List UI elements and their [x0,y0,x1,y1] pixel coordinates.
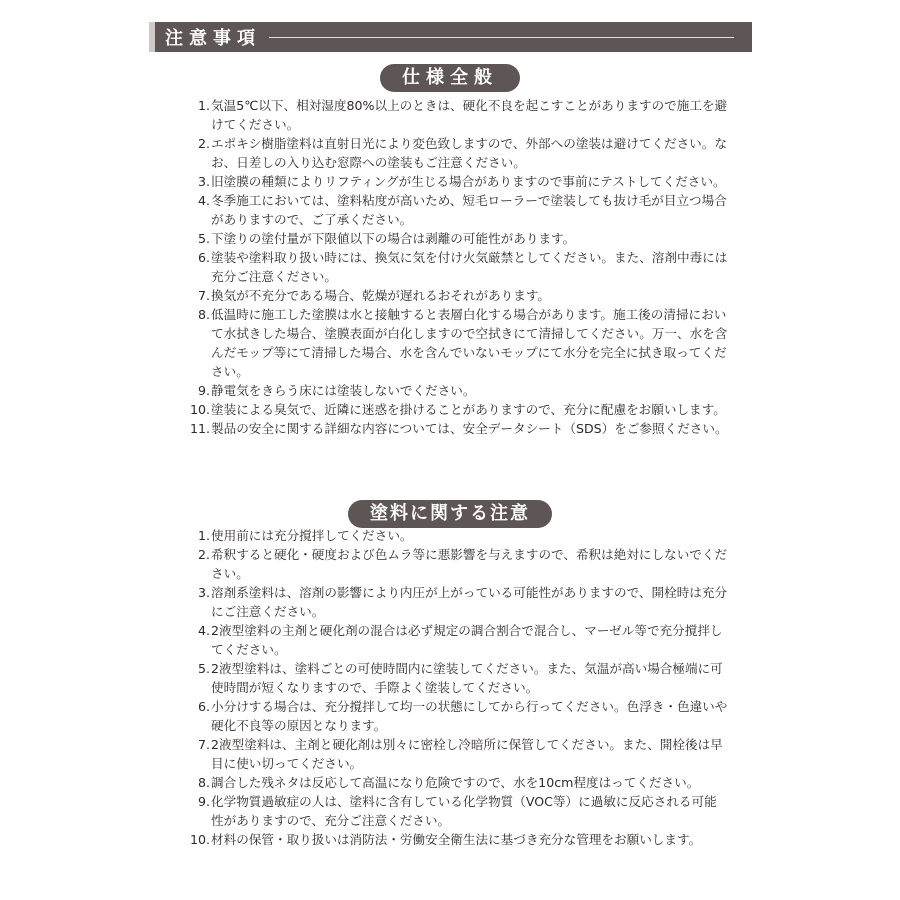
item-number: 10. [189,832,210,847]
list-item [184,381,729,400]
page-title: 注意事項 [165,28,261,49]
item-number: 9. [197,794,210,809]
item-number: 6. [197,699,210,714]
list-item [184,305,729,381]
list-item [184,400,729,419]
item-text: エポキシ樹脂塗料は直射日光により変色致しますので、外部への塗装は避けてください。なお、日差しの入り込む窓際への塗装もご注意ください。 [211,136,727,170]
item-number: 2. [197,136,210,151]
item-number: 7. [197,288,210,303]
list-item [184,792,729,830]
item-text: 塗装や塗料取り扱い時には、換気に気を付け火気厳禁としてください。また、溶剤中毒には充分ご注意ください。 [211,250,728,284]
item-number: 8. [197,307,210,322]
item-number: 5. [197,231,210,246]
list-item [184,134,729,172]
item-text: 下塗りの塗付量が下限値以下の場合は剥離の可能性があります。 [211,231,576,246]
item-text: 使用前には充分撹拌してください。 [211,528,413,543]
item-number: 8. [197,775,210,790]
list-item [184,248,729,286]
item-text: 塗装による臭気で、近隣に迷惑を掛けることがありますので、充分に配慮をお願いします。 [211,402,726,417]
item-number: 11. [189,421,210,436]
list-item [184,697,729,735]
list-item [184,229,729,248]
item-number: 9. [197,383,210,398]
item-text: 気温5℃以下、相対湿度80%以上のときは、硬化不良を起こすことがありますので施工を避けてください。 [211,98,728,132]
list-item [184,621,729,659]
item-text: 2液型塗料は、塗料ごとの可使時間内に塗装してください。また、気温が高い場合極端に可使時間が短くなりますので、手際よく塗装してください。 [211,661,723,695]
item-text: 2液型塗料の主剤と硬化剤の混合は必ず規定の調合割合で混合し、マーゼル等で充分撹拌してください。 [211,623,723,657]
item-number: 3. [197,585,210,600]
item-number: 4. [197,623,210,638]
item-text: 旧塗膜の種類によりリフティングが生じる場合がありますので事前にテストしてください。 [211,174,726,189]
list-item [184,659,729,697]
item-text: 製品の安全に関する詳細な内容については、安全データシート（SDS）をご参照ください。 [211,421,728,436]
item-number: 3. [197,174,210,189]
paint-notes-list [184,526,729,849]
list-item [184,96,729,134]
list-item [184,830,729,849]
item-text: 溶剤系塗料は、溶剤の影響により内圧が上がっている可能性がありますので、開栓時は充分にご注意ください。 [211,585,728,619]
item-text: 希釈すると硬化・硬度および色ムラ等に悪影響を与えますので、希釈は絶対にしないでください。 [211,547,728,581]
item-number: 4. [197,193,210,208]
list-item [184,545,729,583]
list-item [184,286,729,305]
item-text: 小分けする場合は、充分撹拌して均一の状態にしてから行ってください。色浮き・色違いや硬化不良等の原因となります。 [211,699,728,733]
list-item [184,419,729,438]
list-item [184,583,729,621]
header-divider [269,37,734,38]
section-title-paint: 塗料に関する注意 [348,500,552,528]
list-item [184,172,729,191]
list-item [184,735,729,773]
list-item [184,191,729,229]
item-number: 1. [197,528,210,543]
item-text: 換気が不充分である場合、乾燥が遅れるおそれがあります。 [211,288,551,303]
item-text: 低温時に施工した塗膜は水と接触すると表層白化する場合があります。施工後の清掃において水拭きした場合、塗膜表面が白化しますので空拭きにて清掃してください。万一、水を含んだモップ等にて清掃した場合、水を含んでいないモップにて水分を完全に拭き取ってください。 [211,307,728,379]
header-bar [149,22,752,52]
item-text: 材料の保管・取り扱いは消防法・労働安全衛生法に基づき充分な管理をお願いします。 [211,832,702,847]
item-text: 調合した残ネタは反応して高温になり危険ですので、水を10cm程度はってください。 [211,775,700,790]
item-number: 5. [197,661,210,676]
item-text: 静電気をきらう床には塗装しないでください。 [211,383,476,398]
item-text: 2液型塗料は、主剤と硬化剤は別々に密栓し冷暗所に保管してください。また、開栓後は早目に使い切ってください。 [211,737,723,771]
item-text: 化学物質過敏症の人は、塗料に含有している化学物質（VOC等）に過敏に反応される可能性がありますので、充分ご注意ください。 [211,794,717,828]
general-notes-list [184,96,729,438]
list-item [184,526,729,545]
header-accent [149,22,155,52]
item-number: 2. [197,547,210,562]
item-number: 7. [197,737,210,752]
item-number: 10. [189,402,210,417]
item-number: 1. [197,98,210,113]
item-number: 6. [197,250,210,265]
section-title-general: 仕様全般 [380,64,520,92]
list-item [184,773,729,792]
item-text: 冬季施工においては、塗料粘度が高いため、短毛ローラーで塗装しても抜け毛が目立つ場合がありますので、ご了承ください。 [211,193,727,227]
